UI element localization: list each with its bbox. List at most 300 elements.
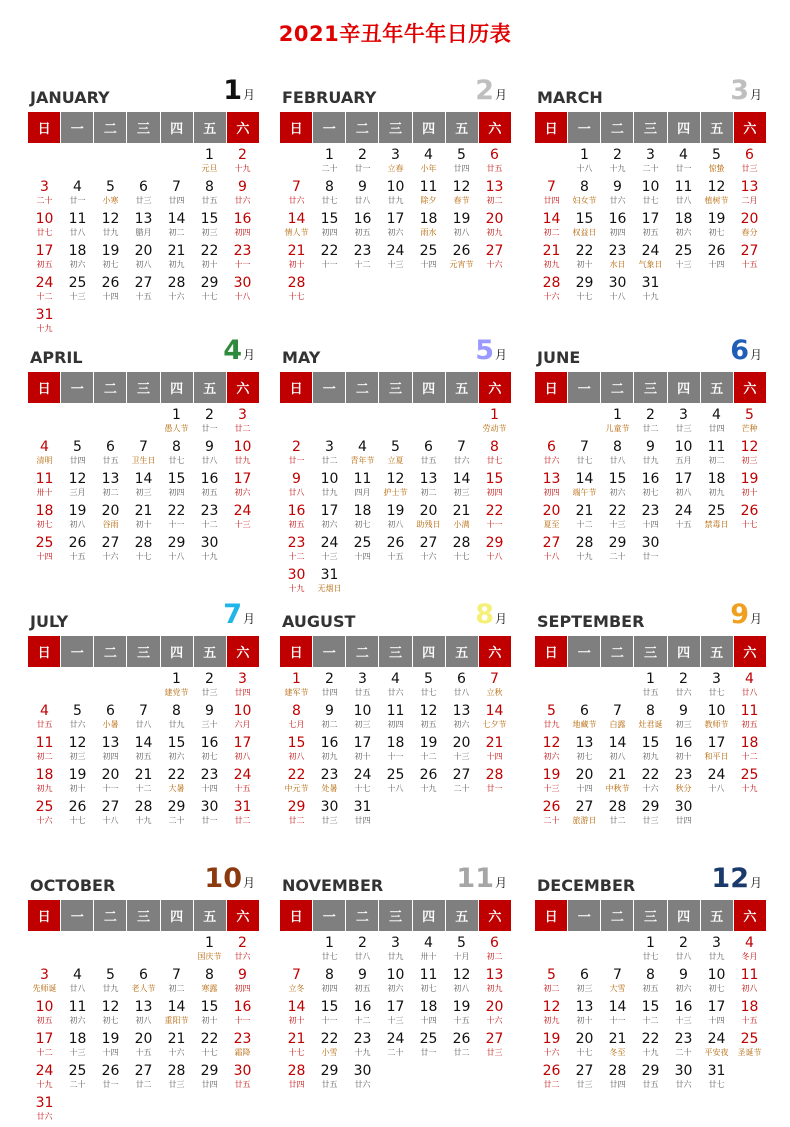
day-number: 10 xyxy=(233,439,252,455)
month-header xyxy=(28,860,259,898)
month-header xyxy=(280,860,511,898)
day-cell xyxy=(280,1031,313,1063)
lunar-label: 初二 xyxy=(168,228,185,237)
month-unit: 月 xyxy=(242,88,255,102)
day-number: 21 xyxy=(167,243,186,259)
lunar-label: 初九 xyxy=(486,228,503,237)
empty-cell xyxy=(535,407,568,439)
lunar-label: 廿七 xyxy=(36,228,53,237)
day-number: 10 xyxy=(674,439,693,455)
day-number: 17 xyxy=(386,999,405,1015)
lunar-label: 廿四 xyxy=(288,1080,305,1089)
day-cell xyxy=(127,179,160,211)
day-number: 18 xyxy=(740,735,759,751)
day-number: 26 xyxy=(101,275,120,291)
day-number: 11 xyxy=(353,471,372,487)
day-number: 19 xyxy=(386,503,405,519)
weekday-label: 二 xyxy=(94,112,127,143)
day-cell xyxy=(634,243,667,275)
day-cell xyxy=(634,503,667,535)
day-number: 21 xyxy=(167,1031,186,1047)
lunar-label: 廿七 xyxy=(642,196,659,205)
lunar-label: 初十 xyxy=(135,520,152,529)
month-number: 1月 xyxy=(223,75,255,106)
day-number: 27 xyxy=(101,799,120,815)
day-cell xyxy=(28,471,61,503)
day-cell xyxy=(61,471,94,503)
lunar-label: 十六 xyxy=(102,552,119,561)
weekday-label: 日 xyxy=(535,900,568,931)
day-number: 21 xyxy=(608,1031,627,1047)
lunar-label: 廿三 xyxy=(642,816,659,825)
lunar-label: 初九 xyxy=(708,488,725,497)
day-number: 7 xyxy=(490,671,499,687)
day-number: 22 xyxy=(320,243,339,259)
day-number: 17 xyxy=(386,211,405,227)
day-cell xyxy=(226,243,259,275)
lunar-label: 廿一 xyxy=(288,456,305,465)
day-number: 13 xyxy=(419,471,438,487)
weekday-label: 四 xyxy=(413,636,446,667)
day-cell xyxy=(445,935,478,967)
day-cell xyxy=(478,503,511,535)
day-number: 8 xyxy=(646,703,655,719)
weekday-label: 六 xyxy=(734,372,766,403)
lunar-label: 廿一 xyxy=(69,196,86,205)
day-cell xyxy=(601,275,634,307)
empty-cell xyxy=(280,935,313,967)
day-cell xyxy=(346,1031,379,1063)
lunar-label: 初五 xyxy=(420,720,437,729)
day-cell xyxy=(313,503,346,535)
day-number: 5 xyxy=(73,439,82,455)
lunar-label: 十八 xyxy=(387,784,404,793)
day-cell xyxy=(601,407,634,439)
lunar-label: 廿七 xyxy=(576,456,593,465)
day-cell xyxy=(568,275,601,307)
day-number: 1 xyxy=(613,407,622,423)
day-number: 25 xyxy=(386,767,405,783)
day-cell xyxy=(226,1031,259,1063)
day-number: 30 xyxy=(287,567,306,583)
day-number: 11 xyxy=(35,735,54,751)
day-cell xyxy=(94,967,127,999)
day-cell xyxy=(568,439,601,471)
lunar-label: 初三 xyxy=(354,720,371,729)
day-cell xyxy=(412,935,445,967)
day-number: 8 xyxy=(580,179,589,195)
day-number: 14 xyxy=(608,735,627,751)
day-number: 18 xyxy=(419,211,438,227)
day-number: 1 xyxy=(490,407,499,423)
day-cell xyxy=(412,243,445,275)
month-header xyxy=(28,72,259,110)
lunar-label: 初六 xyxy=(675,228,692,237)
day-number: 16 xyxy=(200,735,219,751)
day-cell xyxy=(193,1063,226,1095)
day-number: 20 xyxy=(134,243,153,259)
lunar-label: 旅游日 xyxy=(572,816,597,825)
lunar-label: 卫生日 xyxy=(131,456,156,465)
day-number: 22 xyxy=(200,243,219,259)
day-number: 28 xyxy=(608,1063,627,1079)
day-number: 23 xyxy=(674,1031,693,1047)
day-number: 9 xyxy=(646,439,655,455)
day-number: 22 xyxy=(287,767,306,783)
lunar-label: 初五 xyxy=(642,984,659,993)
lunar-label: 十一 xyxy=(387,752,404,761)
day-number: 27 xyxy=(575,799,594,815)
lunar-label: 廿三 xyxy=(741,164,758,173)
day-number: 25 xyxy=(419,243,438,259)
day-number: 11 xyxy=(740,703,759,719)
day-cell xyxy=(667,935,700,967)
day-cell xyxy=(313,735,346,767)
day-cell xyxy=(733,407,766,439)
month-unit: 月 xyxy=(749,876,762,890)
day-cell xyxy=(28,275,61,307)
lunar-label: 初六 xyxy=(387,984,404,993)
day-cell xyxy=(346,471,379,503)
lunar-label: 二十 xyxy=(36,196,53,205)
empty-cell xyxy=(28,407,61,439)
lunar-label: 十一 xyxy=(234,1016,251,1025)
day-number: 16 xyxy=(641,471,660,487)
day-cell xyxy=(733,967,766,999)
lunar-label: 初五 xyxy=(201,488,218,497)
day-cell xyxy=(445,967,478,999)
day-cell xyxy=(127,967,160,999)
lunar-label: 初四 xyxy=(168,488,185,497)
lunar-label: 廿四 xyxy=(69,456,86,465)
month-april xyxy=(28,332,259,567)
day-number: 1 xyxy=(325,147,334,163)
day-number: 26 xyxy=(68,799,87,815)
lunar-label: 初二 xyxy=(708,456,725,465)
day-number: 25 xyxy=(674,243,693,259)
day-cell xyxy=(535,999,568,1031)
weekday-label: 一 xyxy=(313,900,346,931)
lunar-label: 初三 xyxy=(69,752,86,761)
day-number: 6 xyxy=(490,147,499,163)
day-number: 30 xyxy=(200,535,219,551)
lunar-label: 中秋节 xyxy=(605,784,630,793)
day-cell xyxy=(634,935,667,967)
day-cell xyxy=(667,407,700,439)
day-number: 7 xyxy=(139,439,148,455)
day-number: 18 xyxy=(707,471,726,487)
empty-cell xyxy=(61,935,94,967)
lunar-label: 初三 xyxy=(675,720,692,729)
empty-cell xyxy=(127,147,160,179)
day-number: 18 xyxy=(740,999,759,1015)
day-number: 24 xyxy=(35,275,54,291)
month-name: SEPTEMBER xyxy=(537,612,645,631)
lunar-label: 十七 xyxy=(576,292,593,301)
weekday-label: 三 xyxy=(127,900,160,931)
day-number: 22 xyxy=(167,767,186,783)
lunar-label: 十三 xyxy=(69,292,86,301)
day-number: 20 xyxy=(740,211,759,227)
day-cell xyxy=(127,735,160,767)
day-cell xyxy=(445,535,478,567)
day-cell xyxy=(346,735,379,767)
day-cell xyxy=(667,1031,700,1063)
weekday-label: 二 xyxy=(346,372,379,403)
weekday-header xyxy=(28,372,259,403)
lunar-label: 廿五 xyxy=(36,720,53,729)
lunar-label: 初二 xyxy=(36,752,53,761)
day-cell xyxy=(313,179,346,211)
weekday-label: 日 xyxy=(28,636,61,667)
lunar-label: 处暑 xyxy=(321,784,338,793)
lunar-label: 儿童节 xyxy=(605,424,630,433)
lunar-label: 廿六 xyxy=(675,1080,692,1089)
day-cell xyxy=(379,147,412,179)
day-number: 12 xyxy=(542,999,561,1015)
lunar-label: 初四 xyxy=(486,488,503,497)
day-number: 12 xyxy=(740,439,759,455)
lunar-label: 初十 xyxy=(576,260,593,269)
lunar-label: 初七 xyxy=(420,984,437,993)
weekday-header xyxy=(280,900,511,931)
day-cell xyxy=(193,935,226,967)
day-number: 10 xyxy=(386,179,405,195)
day-cell xyxy=(733,243,766,275)
month-header xyxy=(280,596,511,634)
day-cell xyxy=(634,999,667,1031)
day-cell xyxy=(478,407,511,439)
day-number: 25 xyxy=(68,275,87,291)
lunar-label: 初九 xyxy=(642,752,659,761)
day-number: 24 xyxy=(674,503,693,519)
day-number: 5 xyxy=(106,179,115,195)
lunar-label: 小满 xyxy=(453,520,470,529)
lunar-label: 十九 xyxy=(354,1048,371,1057)
day-cell xyxy=(160,967,193,999)
lunar-label: 十二 xyxy=(576,520,593,529)
day-cell xyxy=(733,1031,766,1063)
month-number: 9月 xyxy=(730,599,762,630)
day-cell xyxy=(193,471,226,503)
day-cell xyxy=(94,535,127,567)
day-number: 21 xyxy=(608,767,627,783)
day-number: 31 xyxy=(35,1095,54,1111)
lunar-label: 初三 xyxy=(741,456,758,465)
day-number: 9 xyxy=(325,703,334,719)
lunar-label: 中元节 xyxy=(284,784,309,793)
day-cell xyxy=(94,999,127,1031)
day-number: 15 xyxy=(287,735,306,751)
day-number: 1 xyxy=(172,671,181,687)
day-number: 6 xyxy=(580,703,589,719)
day-number: 27 xyxy=(134,275,153,291)
day-number: 18 xyxy=(68,1031,87,1047)
lunar-label: 初八 xyxy=(453,984,470,993)
weekday-label: 六 xyxy=(734,112,766,143)
day-number: 10 xyxy=(233,703,252,719)
lunar-label: 初九 xyxy=(543,1016,560,1025)
lunar-label: 廿二 xyxy=(234,816,251,825)
lunar-label: 雨水 xyxy=(420,228,437,237)
day-number: 11 xyxy=(419,967,438,983)
lunar-label: 十五 xyxy=(69,552,86,561)
day-cell xyxy=(445,735,478,767)
weekday-label: 四 xyxy=(161,372,194,403)
day-number: 28 xyxy=(167,1063,186,1079)
day-number: 10 xyxy=(707,967,726,983)
day-cell xyxy=(535,799,568,831)
day-number: 28 xyxy=(452,535,471,551)
day-cell xyxy=(667,1063,700,1095)
lunar-label: 廿三 xyxy=(486,1048,503,1057)
lunar-label: 廿六 xyxy=(675,688,692,697)
day-cell xyxy=(28,703,61,735)
day-number: 6 xyxy=(490,935,499,951)
day-number: 3 xyxy=(679,407,688,423)
empty-cell xyxy=(28,935,61,967)
day-cell xyxy=(193,767,226,799)
day-number: 5 xyxy=(106,967,115,983)
weekday-label: 五 xyxy=(701,636,734,667)
lunar-label: 初五 xyxy=(36,260,53,269)
day-number: 15 xyxy=(608,471,627,487)
day-cell xyxy=(667,799,700,831)
day-cell xyxy=(346,799,379,831)
day-cell xyxy=(379,243,412,275)
lunar-label: 二十 xyxy=(675,1048,692,1057)
lunar-label: 廿一 xyxy=(486,784,503,793)
lunar-label: 十七 xyxy=(354,784,371,793)
day-cell xyxy=(226,179,259,211)
lunar-label: 初八 xyxy=(69,520,86,529)
day-cell xyxy=(346,935,379,967)
month-number: 10月 xyxy=(204,863,255,894)
weekday-header xyxy=(535,636,766,667)
month-unit: 月 xyxy=(494,876,507,890)
day-cell xyxy=(700,407,733,439)
lunar-label: 大雪 xyxy=(609,984,626,993)
empty-cell xyxy=(346,407,379,439)
day-cell xyxy=(634,767,667,799)
lunar-label: 十九 xyxy=(36,1080,53,1089)
lunar-label: 初二 xyxy=(543,228,560,237)
lunar-label: 初六 xyxy=(69,260,86,269)
day-number: 6 xyxy=(745,147,754,163)
day-cell xyxy=(226,1063,259,1095)
day-number: 30 xyxy=(674,1063,693,1079)
day-cell xyxy=(280,799,313,831)
lunar-label: 教师节 xyxy=(704,720,729,729)
day-number: 15 xyxy=(320,211,339,227)
lunar-label: 廿四 xyxy=(201,1080,218,1089)
weekday-label: 三 xyxy=(379,900,412,931)
day-cell xyxy=(634,1031,667,1063)
day-number: 13 xyxy=(485,179,504,195)
day-cell xyxy=(226,471,259,503)
weekday-label: 四 xyxy=(413,112,446,143)
day-cell xyxy=(568,211,601,243)
lunar-label: 初十 xyxy=(288,1016,305,1025)
day-cell xyxy=(280,503,313,535)
lunar-label: 十七 xyxy=(201,1048,218,1057)
weekday-label: 四 xyxy=(161,636,194,667)
lunar-label: 初四 xyxy=(321,228,338,237)
day-cell xyxy=(700,967,733,999)
lunar-label: 十三 xyxy=(234,520,251,529)
month-name: JULY xyxy=(30,612,69,631)
lunar-label: 廿九 xyxy=(234,456,251,465)
day-cell xyxy=(535,535,568,567)
day-cell xyxy=(160,243,193,275)
day-number: 20 xyxy=(452,735,471,751)
day-cell xyxy=(379,935,412,967)
day-number: 18 xyxy=(674,211,693,227)
day-cell xyxy=(700,935,733,967)
lunar-label: 廿五 xyxy=(201,196,218,205)
lunar-label: 初七 xyxy=(642,488,659,497)
day-grid xyxy=(28,407,259,567)
day-cell xyxy=(634,671,667,703)
lunar-label: 十四 xyxy=(708,260,725,269)
day-number: 30 xyxy=(200,799,219,815)
day-number: 13 xyxy=(575,735,594,751)
day-cell xyxy=(346,503,379,535)
day-number: 19 xyxy=(452,999,471,1015)
day-cell xyxy=(445,703,478,735)
lunar-label: 初十 xyxy=(201,1016,218,1025)
day-number: 3 xyxy=(391,935,400,951)
day-number: 12 xyxy=(542,735,561,751)
day-cell xyxy=(667,671,700,703)
day-number: 11 xyxy=(674,179,693,195)
day-number: 1 xyxy=(172,407,181,423)
weekday-label: 六 xyxy=(479,900,511,931)
month-unit: 月 xyxy=(749,348,762,362)
weekday-label: 三 xyxy=(127,636,160,667)
day-cell xyxy=(346,767,379,799)
weekday-header xyxy=(280,636,511,667)
day-cell xyxy=(346,999,379,1031)
lunar-label: 廿七 xyxy=(321,196,338,205)
lunar-label: 廿八 xyxy=(675,196,692,205)
day-number: 7 xyxy=(139,703,148,719)
lunar-label: 三十 xyxy=(201,720,218,729)
day-cell xyxy=(127,999,160,1031)
day-cell xyxy=(28,503,61,535)
weekday-label: 一 xyxy=(568,900,601,931)
day-number: 14 xyxy=(452,471,471,487)
day-number: 6 xyxy=(547,439,556,455)
lunar-label: 元旦 xyxy=(201,164,218,173)
weekday-header xyxy=(535,112,766,143)
lunar-label: 十一 xyxy=(321,260,338,269)
day-number: 11 xyxy=(68,999,87,1015)
day-cell xyxy=(568,471,601,503)
day-cell xyxy=(535,471,568,503)
day-number: 6 xyxy=(106,439,115,455)
day-number: 25 xyxy=(740,1031,759,1047)
day-number: 9 xyxy=(358,179,367,195)
lunar-label: 初六 xyxy=(543,752,560,761)
day-grid xyxy=(280,935,511,1095)
day-number: 26 xyxy=(542,799,561,815)
lunar-label: 霜降 xyxy=(234,1048,251,1057)
weekday-label: 日 xyxy=(535,372,568,403)
lunar-label: 廿六 xyxy=(36,1112,53,1121)
weekday-label: 六 xyxy=(734,636,766,667)
day-number: 27 xyxy=(452,767,471,783)
